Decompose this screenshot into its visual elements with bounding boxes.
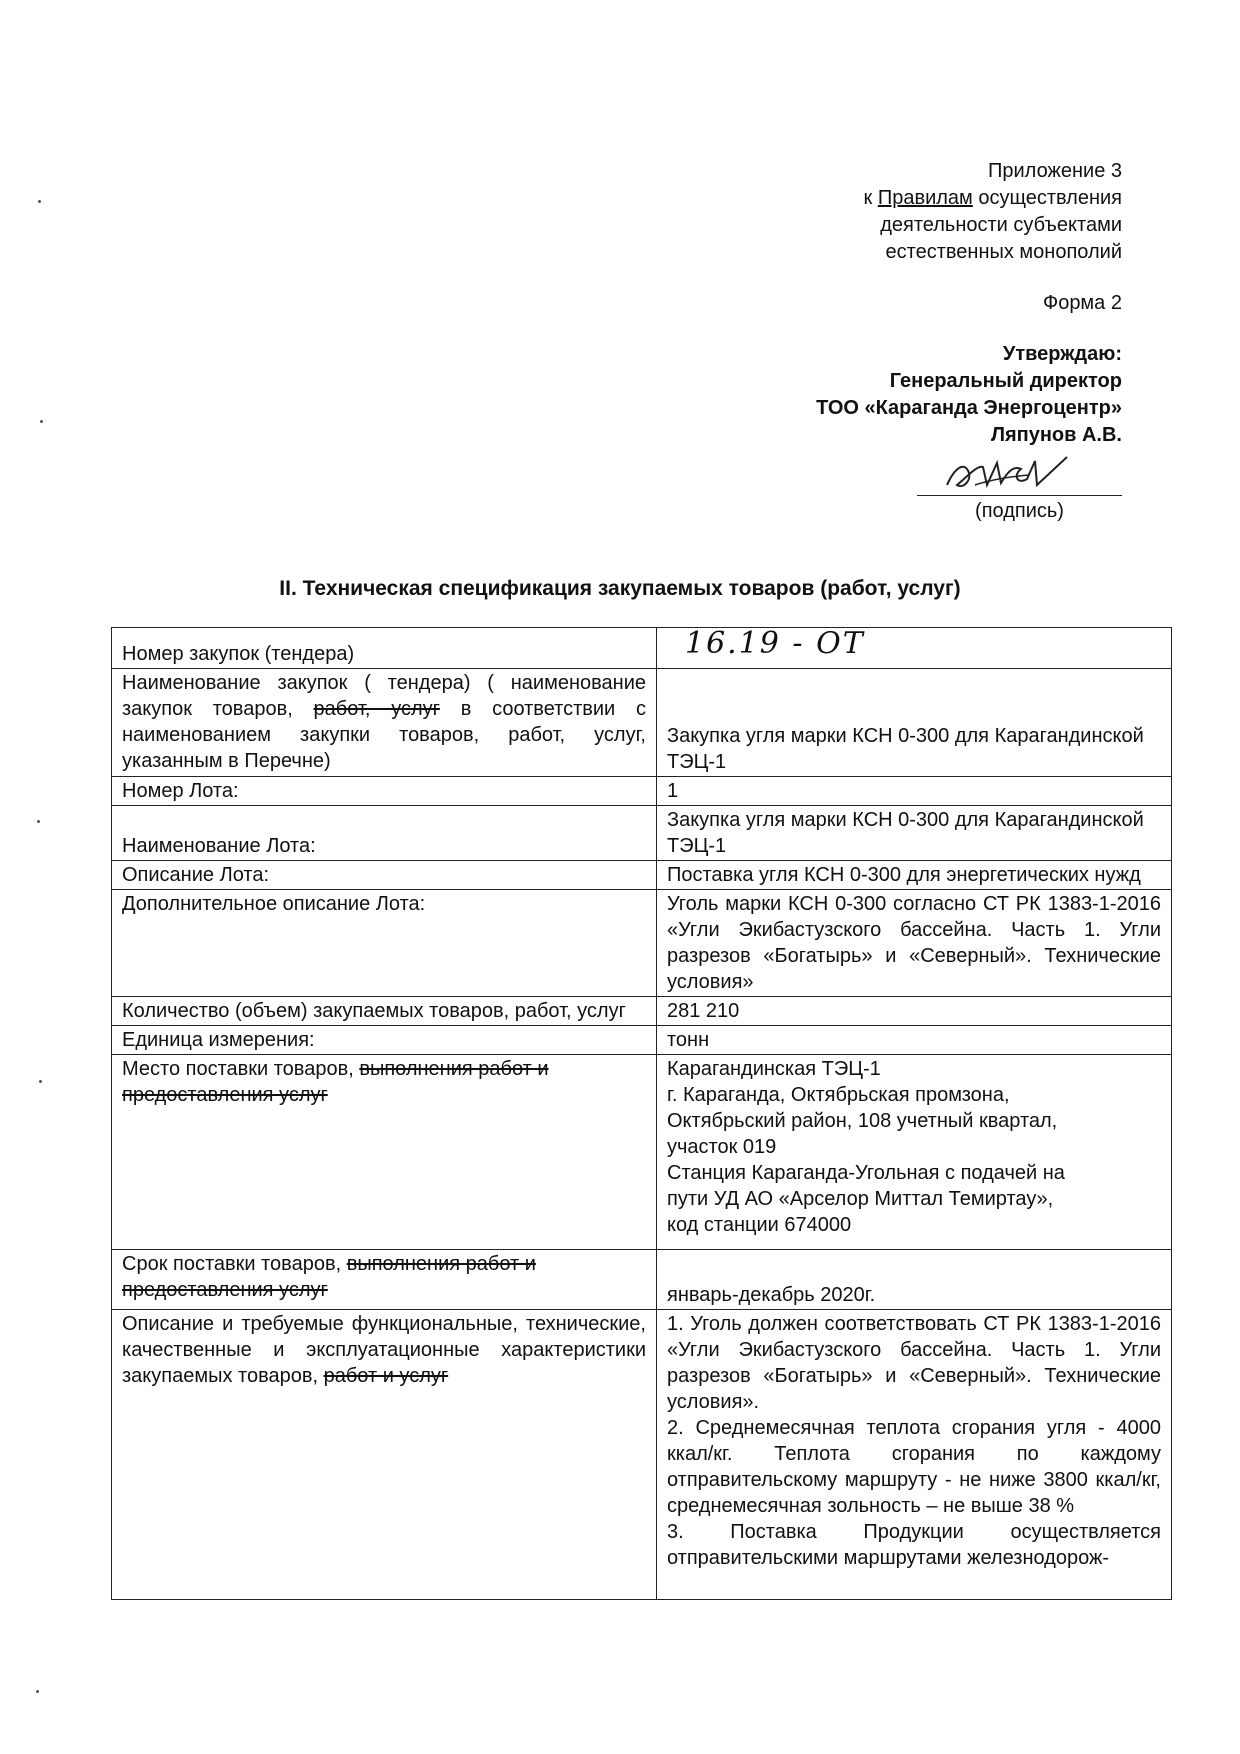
- scan-speck: [40, 420, 43, 423]
- lot-number-value: 1: [657, 777, 1172, 806]
- specification-table: [111, 627, 1172, 1600]
- appendix-label: Приложение 3: [988, 160, 1122, 182]
- scan-speck: [38, 200, 41, 203]
- approve-label: Утверждаю:: [1002, 343, 1122, 365]
- lot-description-value: Поставка угля КСН 0-300 для энергетических нужд: [657, 861, 1172, 890]
- section-title: II. Техническая спецификация закупаемых товаров (работ, услуг): [279, 577, 961, 600]
- scan-speck: [37, 820, 40, 823]
- unit-value: тонн: [657, 1026, 1172, 1055]
- header-line-4: естественных монополий: [885, 241, 1122, 263]
- table-row: [112, 1026, 1172, 1055]
- lot-description-label: Описание Лота:: [112, 861, 657, 890]
- signature-label: (подпись): [975, 500, 1064, 522]
- form-number: Форма 2: [1042, 292, 1122, 314]
- requirements-value: 1. Уголь должен соответствовать СТ РК 1383-1-2016 «Угли Экибастузского бассейна. Часть 1. Угли разрезов «Богатырь» и «Северный». Технические условия». 2. Среднемесячная теплота сгорания угля - 4000 ккал/кг. Теплота сгорания по каждому отправительскому маршруту - не ниже 3800 ккал/кг, среднемесячная зольность – не выше 38 % 3. Поставка Продукции осуществляется отправительскими маршрутами железнодорож-: [657, 1310, 1172, 1600]
- approver-position: Генеральный директор: [889, 370, 1122, 392]
- lot-name-value: Закупка угля марки КСН 0-300 для Карагандинской ТЭЦ-1: [657, 806, 1172, 861]
- lot-name-label: Наименование Лота:: [112, 806, 657, 861]
- procurement-name-label: Наименование закупок ( тендера) ( наименование закупок товаров, работ, услуг в соответствии с наименованием закупки товаров, работ, услуг, указанным в Перечне): [112, 669, 657, 777]
- table-row: [112, 628, 1172, 669]
- lot-extra-description-label: Дополнительное описание Лота:: [112, 890, 657, 997]
- table-row: [112, 669, 1172, 777]
- procurement-number-value: [657, 628, 1172, 669]
- handwritten-signature: [917, 455, 1122, 495]
- document-header: [602, 158, 1122, 449]
- requirements-label: Описание и требуемые функциональные, технические, качественные и эксплуатационные характеристики закупаемых товаров, работ и услуг: [112, 1310, 657, 1600]
- procurement-number-label: Номер закупок (тендера): [112, 628, 657, 669]
- rules-link[interactable]: Правилам: [877, 187, 973, 209]
- scan-speck: [36, 1690, 39, 1693]
- handwritten-number: 16.19 - ОТ: [685, 626, 865, 661]
- quantity-value: 281 210: [657, 997, 1172, 1026]
- lot-extra-description-value: Уголь марки КСН 0-300 согласно СТ РК 1383-1-2016 «Угли Экибастузского бассейна. Часть 1. Угли разрезов «Богатырь» и «Северный». Технические условия»: [657, 890, 1172, 997]
- table-row: [112, 861, 1172, 890]
- approver-company: ТОО «Караганда Энергоцентр»: [816, 397, 1122, 419]
- procurement-name-value: Закупка угля марки КСН 0-300 для Карагандинской ТЭЦ-1: [657, 669, 1172, 777]
- table-row: [112, 806, 1172, 861]
- scan-speck: [39, 1080, 42, 1083]
- delivery-term-value: январь-декабрь 2020г.: [657, 1250, 1172, 1310]
- header-line-3: деятельности субъектами: [880, 214, 1122, 236]
- table-row: [112, 1250, 1172, 1310]
- unit-label: Единица измерения:: [112, 1026, 657, 1055]
- signature-line: [917, 495, 1122, 496]
- quantity-label: Количество (объем) закупаемых товаров, работ, услуг: [112, 997, 657, 1026]
- approver-name: Ляпунов А.В.: [990, 424, 1122, 446]
- delivery-place-label: Место поставки товаров, выполнения работ и предоставления услуг: [112, 1055, 657, 1250]
- table-row: [112, 890, 1172, 997]
- table-row: [112, 1310, 1172, 1600]
- rules-reference: к Правилам осуществления: [863, 187, 1122, 209]
- table-row: [112, 997, 1172, 1026]
- delivery-term-label: Срок поставки товаров, выполнения работ и предоставления услуг: [112, 1250, 657, 1310]
- table-row: [112, 1055, 1172, 1250]
- delivery-place-value: Карагандинская ТЭЦ-1 г. Караганда, Октябрьская промзона, Октябрьский район, 108 учетный квартал, участок 019 Станция Караганда-Угольная с подачей на пути УД АО «Арселор Миттал Темиртау», код станции 674000: [657, 1055, 1172, 1250]
- lot-number-label: Номер Лота:: [112, 777, 657, 806]
- table-row: [112, 777, 1172, 806]
